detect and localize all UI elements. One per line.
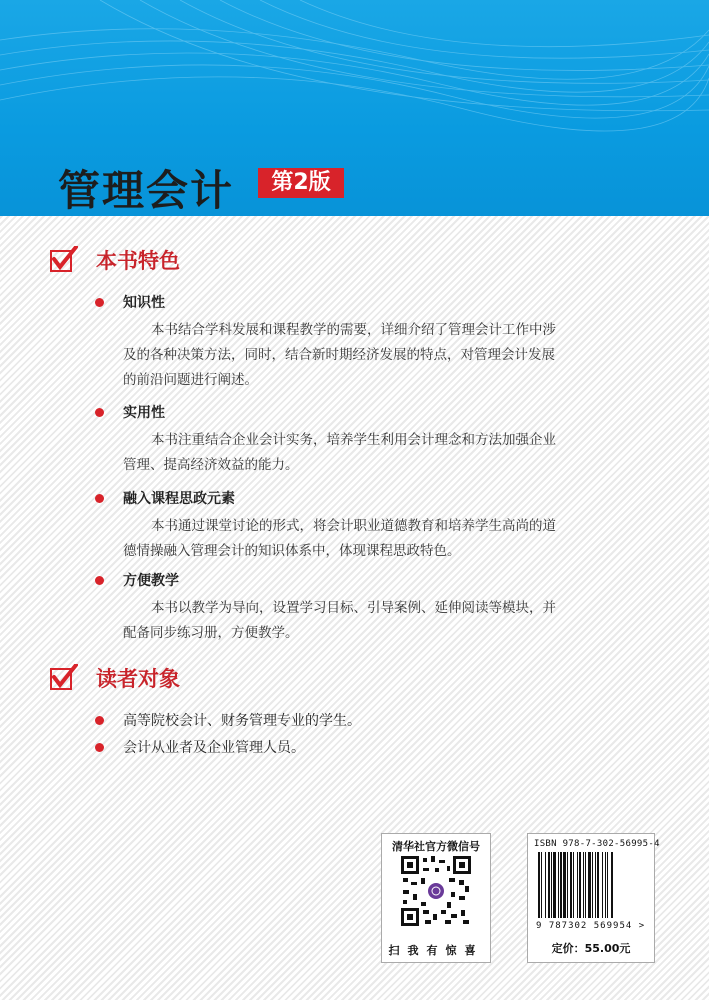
qr-code-icon[interactable] (401, 856, 471, 926)
isbn-label: ISBN 978-7-302-56995-4 (534, 839, 660, 849)
checkmark-icon (50, 246, 78, 272)
bullet-icon (95, 298, 104, 307)
feature-body: 本书注重结合企业会计实务，培养学生利用会计理念和方法加强企业管理、提高经济效益的能力。 (123, 432, 556, 473)
qr-title: 清华社官方微信号 (392, 840, 480, 853)
feature-title: 融入课程思政元素 (123, 491, 235, 507)
qr-footer: 扫我有惊喜 (388, 944, 484, 957)
bullet-icon (95, 408, 104, 417)
checkmark-icon (50, 664, 78, 690)
wechat-qr-panel (381, 833, 491, 963)
feature-title: 知识性 (123, 295, 165, 311)
feature-title: 方便教学 (123, 573, 179, 589)
feature-title: 实用性 (123, 405, 165, 421)
feature-body: 本书结合学科发展和课程教学的需要，详细介绍了管理会计工作中涉及的各种决策方法，同时，结合新时期经济发展的特点，对管理会计发展的前沿问题进行阐述。 (123, 322, 556, 388)
price-label: 定价：55.00元 (551, 942, 631, 955)
bullet-icon (95, 494, 104, 503)
reader-text: 会计从业者及企业管理人员。 (123, 740, 305, 756)
barcode-panel (527, 833, 660, 963)
barcode-icon (538, 852, 644, 922)
book-title: 管理会计 (58, 166, 235, 215)
cover-banner (0, 0, 709, 216)
barcode-digits: 9 787302 569954 > (536, 921, 646, 931)
reader-text: 高等院校会计、财务管理专业的学生。 (123, 713, 361, 729)
feature-body: 本书通过课堂讨论的形式，将会计职业道德教育和培养学生高尚的道德情操融入管理会计的知识体系中，体现课程思政特色。 (123, 518, 556, 559)
readers-title: 读者对象 (96, 666, 180, 691)
bullet-icon (95, 576, 104, 585)
edition-badge: 第2版 (258, 168, 344, 198)
feature-body: 本书以教学为导向，设置学习目标、引导案例、延伸阅读等模块，并配备同步练习册，方便教学。 (123, 600, 556, 641)
bullet-icon (95, 716, 104, 725)
bullet-icon (95, 743, 104, 752)
features-title: 本书特色 (96, 248, 180, 273)
